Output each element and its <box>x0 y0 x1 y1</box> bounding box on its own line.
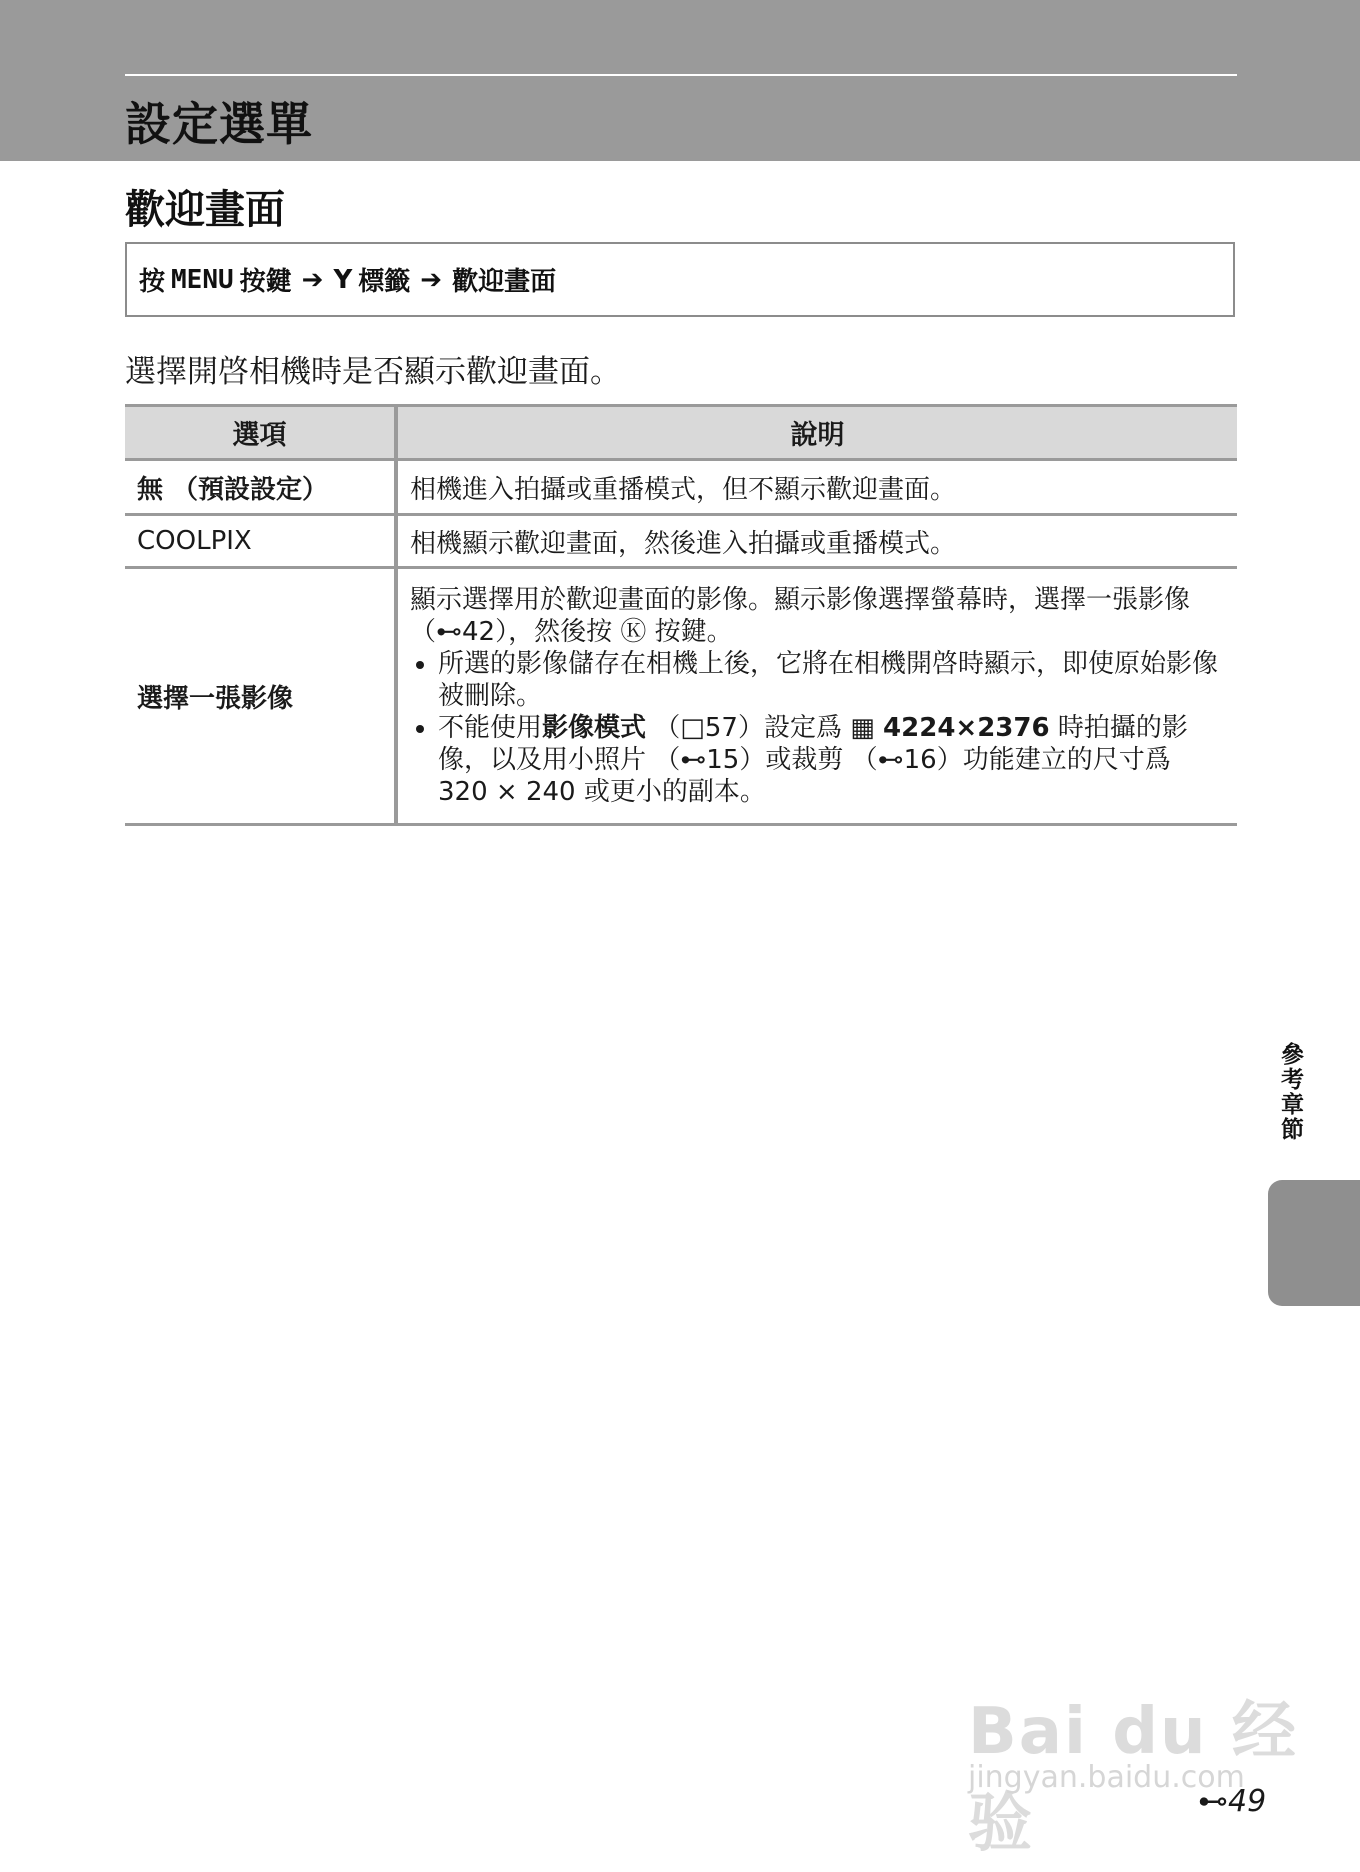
nav-tab-label: 標籤 <box>358 267 411 297</box>
option-cell: 無 （預設設定） <box>125 460 396 515</box>
menu-key-label: MENU <box>171 264 234 295</box>
option-cell: COOLPIX <box>125 515 396 568</box>
section-title: 歡迎畫面 <box>125 187 285 233</box>
header-description: 說明 <box>396 406 1237 460</box>
side-tab-label: 參考章節 <box>1277 1042 1303 1142</box>
nav-key-suffix: 按鍵 <box>239 267 292 297</box>
bullet-text: 時拍攝的影像，以及用小照片 （⊷15）或裁剪 （⊷16）功能建立的尺寸爲 320 × 240 或更小的副本。 <box>438 713 1188 807</box>
image-mode-term: 影像模式 <box>542 713 647 743</box>
side-tab <box>1268 1180 1360 1306</box>
description-bullets <box>410 648 1225 808</box>
table-row <box>125 568 1237 825</box>
table-row <box>125 460 1237 515</box>
watermark-logo: Bai du 经验 <box>968 1695 1298 1861</box>
header-rule <box>125 74 1237 76</box>
image-size-term: 4224×2376 <box>883 713 1050 743</box>
watermark-url: jingyan.baidu.com <box>968 1760 1245 1795</box>
chapter-title: 設定選單 <box>125 97 313 151</box>
bullet-item <box>438 712 1225 808</box>
intro-text: 選擇開啓相機時是否顯示歡迎畫面。 <box>125 354 621 390</box>
description-main: 顯示選擇用於歡迎畫面的影像。顯示影像選擇螢幕時，選擇一張影像 （⊷42），然後按 Ⓚ 按鍵。 <box>410 585 1191 647</box>
description-cell <box>396 568 1237 825</box>
description-cell: 相機進入拍攝或重播模式，但不顯示歡迎畫面。 <box>396 460 1237 515</box>
nav-press-text: 按 <box>139 267 166 297</box>
menu-path-box <box>125 242 1235 317</box>
page-number: ⊷49 <box>1198 1784 1267 1819</box>
bullet-text: 不能使用 <box>438 713 543 743</box>
wrench-icon: Y <box>333 264 353 295</box>
option-cell: 選擇一張影像 <box>125 568 396 825</box>
options-table <box>125 404 1237 826</box>
bullet-text: （□57）設定爲 ▦ <box>646 713 884 743</box>
table-row <box>125 515 1237 568</box>
nav-target: 歡迎畫面 <box>452 267 557 297</box>
description-cell: 相機顯示歡迎畫面，然後進入拍攝或重播模式。 <box>396 515 1237 568</box>
table-header-row <box>125 406 1237 460</box>
arrow-right-icon: ➔ <box>420 264 443 295</box>
bullet-item: • 所選的影像儲存在相機上後，它將在相機開啓時顯示，即使原始影像被刪除。 <box>438 648 1225 712</box>
arrow-right-icon: ➔ <box>301 264 324 295</box>
header-option: 選項 <box>125 406 396 460</box>
